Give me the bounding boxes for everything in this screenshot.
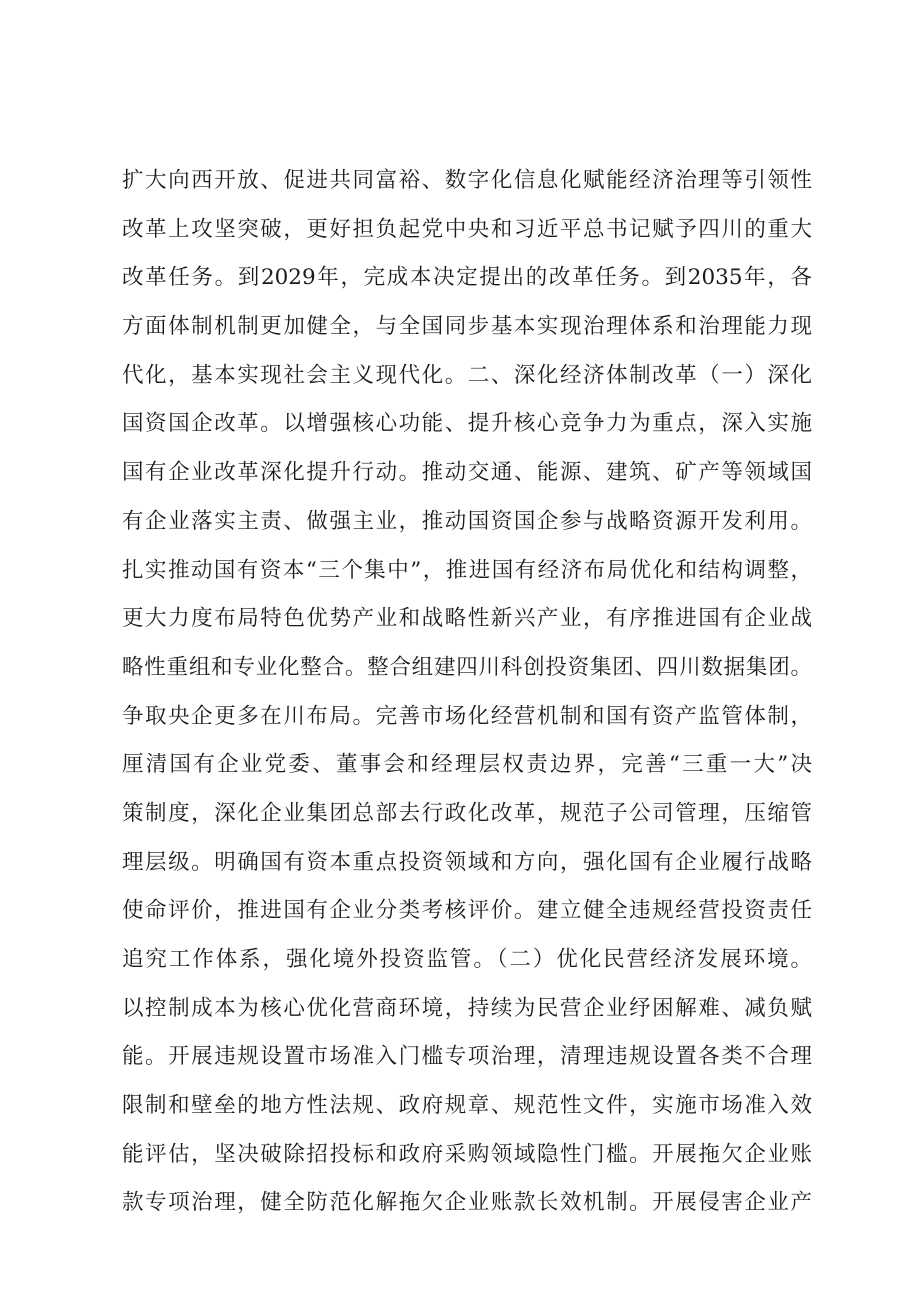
text-line: 国资国企改革。以增强核心功能、提升核心竞争力为重点，深入实施 <box>122 411 812 437</box>
text-line: 改革上攻坚突破，更好担负起党中央和习近平总书记赋予四川的重大 <box>122 216 812 242</box>
text-line: 追究工作体系，强化境外投资监管。（二）优化民营经济发展环境。 <box>122 947 812 972</box>
text-line: 以控制成本为核心优化营商环境，持续为民营企业纾困解难、减负赋 <box>122 995 812 1021</box>
text-line: 改革任务。到2029年，完成本决定提出的改革任务。到2035年，各 <box>122 265 812 291</box>
text-line: 厘清国有企业党委、董事会和经理层权责边界，完善“三重一大”决 <box>122 752 812 778</box>
text-line: 扎实推动国有资本“三个集中”，推进国有经济布局优化和结构调整， <box>122 557 812 583</box>
text-line: 方面体制机制更加健全，与全国同步基本实现治理体系和治理能力现 <box>122 314 812 340</box>
text-line: 代化，基本实现社会主义现代化。二、深化经济体制改革（一）深化 <box>122 362 812 388</box>
text-line: 理层级。明确国有资本重点投资领域和方向，强化国有企业履行战略 <box>122 849 812 875</box>
text-line: 争取央企更多在川布局。完善市场化经营机制和国有资产监管体制， <box>122 703 812 729</box>
text-line: 能。开展违规设置市场准入门槛专项治理，清理违规设置各类不合理 <box>122 1044 812 1070</box>
text-line: 策制度，深化企业集团总部去行政化改革，规范子公司管理，压缩管 <box>122 800 812 826</box>
text-line: 使命评价，推进国有企业分类考核评价。建立健全违规经营投资责任 <box>122 898 812 924</box>
text-line: 限制和壁垒的地方性法规、政府规章、规范性文件，实施市场准入效 <box>122 1093 812 1119</box>
text-line: 更大力度布局特色优势产业和战略性新兴产业，有序推进国有企业战 <box>122 606 812 632</box>
text-line: 略性重组和专业化整合。整合组建四川科创投资集团、四川数据集团。 <box>122 654 812 680</box>
text-line: 能评估，坚决破除招投标和政府采购领域隐性门槛。开展拖欠企业账 <box>122 1141 812 1167</box>
text-line: 款专项治理，健全防范化解拖欠企业账款长效机制。开展侵害企业产 <box>122 1190 812 1216</box>
text-line: 扩大向西开放、促进共同富裕、数字化信息化赋能经济治理等引领性 <box>122 168 812 193</box>
body-text <box>122 157 812 1228</box>
text-line: 国有企业改革深化提升行动。推动交通、能源、建筑、矿产等领域国 <box>122 460 812 486</box>
text-line: 有企业落实主责、做强主业，推动国资国企参与战略资源开发利用。 <box>122 508 812 534</box>
